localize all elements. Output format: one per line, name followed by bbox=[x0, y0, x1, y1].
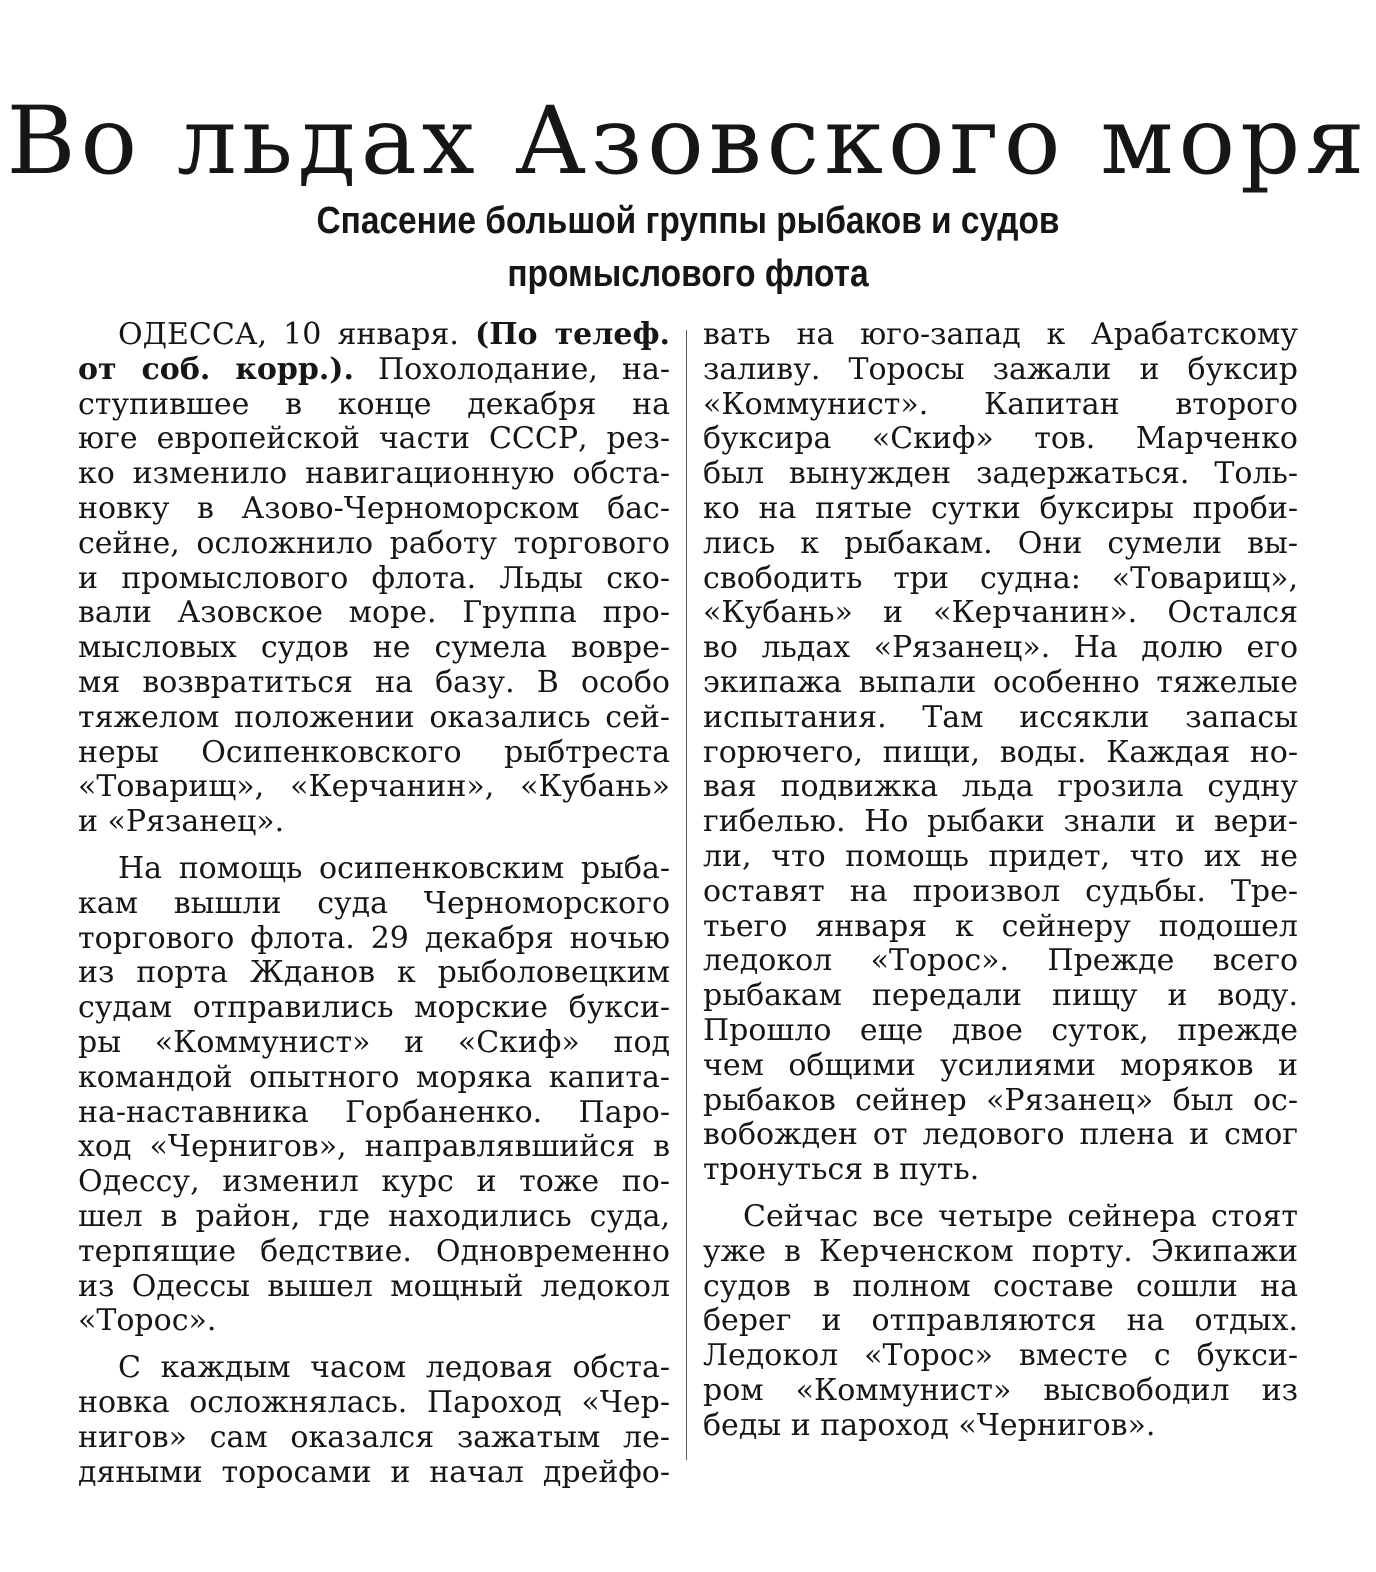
text-line: оставят на произвол судьбы. Тре- bbox=[703, 873, 1298, 909]
text-line: и «Рязанец». bbox=[78, 804, 285, 840]
text-line: судов в полном составе сошли на bbox=[703, 1268, 1298, 1304]
text-line: ход «Чернигов», направлявшийся в bbox=[78, 1129, 670, 1165]
article-column-right bbox=[703, 318, 1298, 1444]
article-title: Во льдах Азовского моря bbox=[6, 87, 1370, 196]
text-line: вобожден от ледового плена и смог bbox=[703, 1117, 1298, 1153]
text-line: шел в район, где находились суда, bbox=[78, 1198, 670, 1234]
text-line: берег и отправляются на отдых. bbox=[703, 1303, 1298, 1339]
text-line: во льдах «Рязанец». На долю его bbox=[703, 630, 1298, 666]
text-line: свободить три судна: «Товарищ», bbox=[703, 560, 1298, 596]
text-line: из Одессы вышел мощный ледокол bbox=[78, 1268, 670, 1304]
text-line: кам вышли суда Черноморского bbox=[78, 885, 670, 921]
text-line: рыбаков сейнер «Рязанец» был ос- bbox=[703, 1082, 1298, 1118]
text-line: лись к рыбакам. Они сумели вы- bbox=[703, 525, 1298, 561]
text-line: тьего января к сейнеру подошел bbox=[703, 908, 1298, 944]
text-line: Одессу, изменил курс и тоже по- bbox=[78, 1164, 670, 1200]
text-line: Сейчас все четыре сейнера стоят bbox=[743, 1198, 1298, 1234]
text-line: уже в Керченском порту. Экипажи bbox=[703, 1233, 1298, 1269]
text-line: дяными торосами и начал дрейфо- bbox=[78, 1454, 670, 1490]
dateline-source: от соб. корр.). bbox=[78, 351, 354, 387]
text-line: юге европейской части СССР, рез- bbox=[78, 421, 670, 457]
text-line: С каждым часом ледовая обста- bbox=[118, 1350, 670, 1386]
dateline-source: (По телеф. bbox=[475, 317, 670, 352]
text-line: гибелью. Но рыбаки знали и вери- bbox=[703, 804, 1298, 840]
text-line: ледокол «Торос». Прежде всего bbox=[703, 943, 1298, 979]
text-line: из порта Жданов к рыболовецким bbox=[78, 955, 670, 991]
text-line: новку в Азово-Черноморском бас- bbox=[78, 490, 670, 526]
text-line: тронуться в путь. bbox=[703, 1152, 980, 1188]
text-line: тяжелом положении оказались сей- bbox=[78, 699, 670, 735]
text-line: торгового флота. 29 декабря ночью bbox=[78, 920, 670, 956]
text-line: «Торос». bbox=[78, 1303, 217, 1339]
text-line: терпящие бедствие. Одновременно bbox=[78, 1233, 670, 1269]
article-subtitle-line-2: промыслового флота bbox=[507, 253, 869, 295]
text-line: ры «Коммунист» и «Скиф» под bbox=[78, 1024, 670, 1060]
text-line: на-наставника Горбаненко. Паро- bbox=[78, 1094, 670, 1130]
text-line: рыбакам передали пищу и воду. bbox=[703, 978, 1298, 1014]
text-line: неры Осипенковского рыбтреста bbox=[78, 734, 670, 770]
dateline-line bbox=[78, 318, 670, 353]
column-divider bbox=[686, 330, 687, 1460]
text-line: командой опытного моряка капита- bbox=[78, 1059, 670, 1095]
text-line: ко на пятые сутки буксиры проби- bbox=[703, 490, 1298, 526]
text-line: чем общими усилиями моряков и bbox=[703, 1047, 1298, 1083]
text-line: сейне, осложнило работу торгового bbox=[78, 525, 670, 561]
text-line: новка осложнялась. Пароход «Чер- bbox=[78, 1384, 670, 1420]
text-line: и промыслового флота. Льды ско- bbox=[78, 560, 670, 596]
text-line: Ледокол «Торос» вместе с букси- bbox=[703, 1338, 1298, 1374]
text-line: ко изменило навигационную обста- bbox=[78, 456, 670, 492]
text-line: заливу. Торосы зажали и буксир bbox=[703, 351, 1298, 387]
text-line: судам отправились морские букси- bbox=[78, 990, 670, 1026]
dateline-city: ОДЕССА, 10 января. bbox=[118, 317, 459, 352]
article-subtitle-line-1: Спасение большой группы рыбаков и судов bbox=[316, 200, 1060, 242]
text-line: нигов» сам оказался зажатым ле- bbox=[78, 1419, 670, 1455]
text-line: беды и пароход «Чернигов». bbox=[703, 1407, 1156, 1443]
text-line bbox=[78, 353, 670, 388]
text-line: вая подвижка льда грозила судну bbox=[703, 769, 1298, 805]
text-line: ли, что помощь придет, что их не bbox=[703, 838, 1298, 874]
text-line: был вынужден задержаться. Толь- bbox=[703, 456, 1298, 492]
article-column-left bbox=[78, 318, 670, 1490]
text-line: ром «Коммунист» высвободил из bbox=[703, 1372, 1298, 1408]
text-line: горючего, пищи, воды. Каждая но- bbox=[703, 734, 1298, 770]
text-line: Прошло еще двое суток, прежде bbox=[703, 1012, 1298, 1048]
text-line: «Товарищ», «Керчанин», «Кубань» bbox=[78, 769, 670, 805]
text-line: «Кубань» и «Керчанин». Остался bbox=[703, 595, 1298, 631]
text-line: «Коммунист». Капитан второго bbox=[703, 386, 1298, 422]
text-line: мя возвратиться на базу. В особо bbox=[78, 664, 670, 700]
text-line: вали Азовское море. Группа про- bbox=[78, 595, 670, 631]
text-line: мысловых судов не сумела вовре- bbox=[78, 630, 670, 666]
text-line: На помощь осипенковским рыба- bbox=[118, 850, 670, 886]
text-line: ступившее в конце декабря на bbox=[78, 386, 670, 422]
text-line: экипажа выпали особенно тяжелые bbox=[703, 664, 1298, 700]
text-fragment: Похолодание, на- bbox=[377, 351, 670, 387]
text-line: буксира «Скиф» тов. Марченко bbox=[703, 421, 1298, 457]
text-line: вать на юго-запад к Арабатскому bbox=[703, 317, 1298, 352]
text-line: испытания. Там иссякли запасы bbox=[703, 699, 1298, 735]
